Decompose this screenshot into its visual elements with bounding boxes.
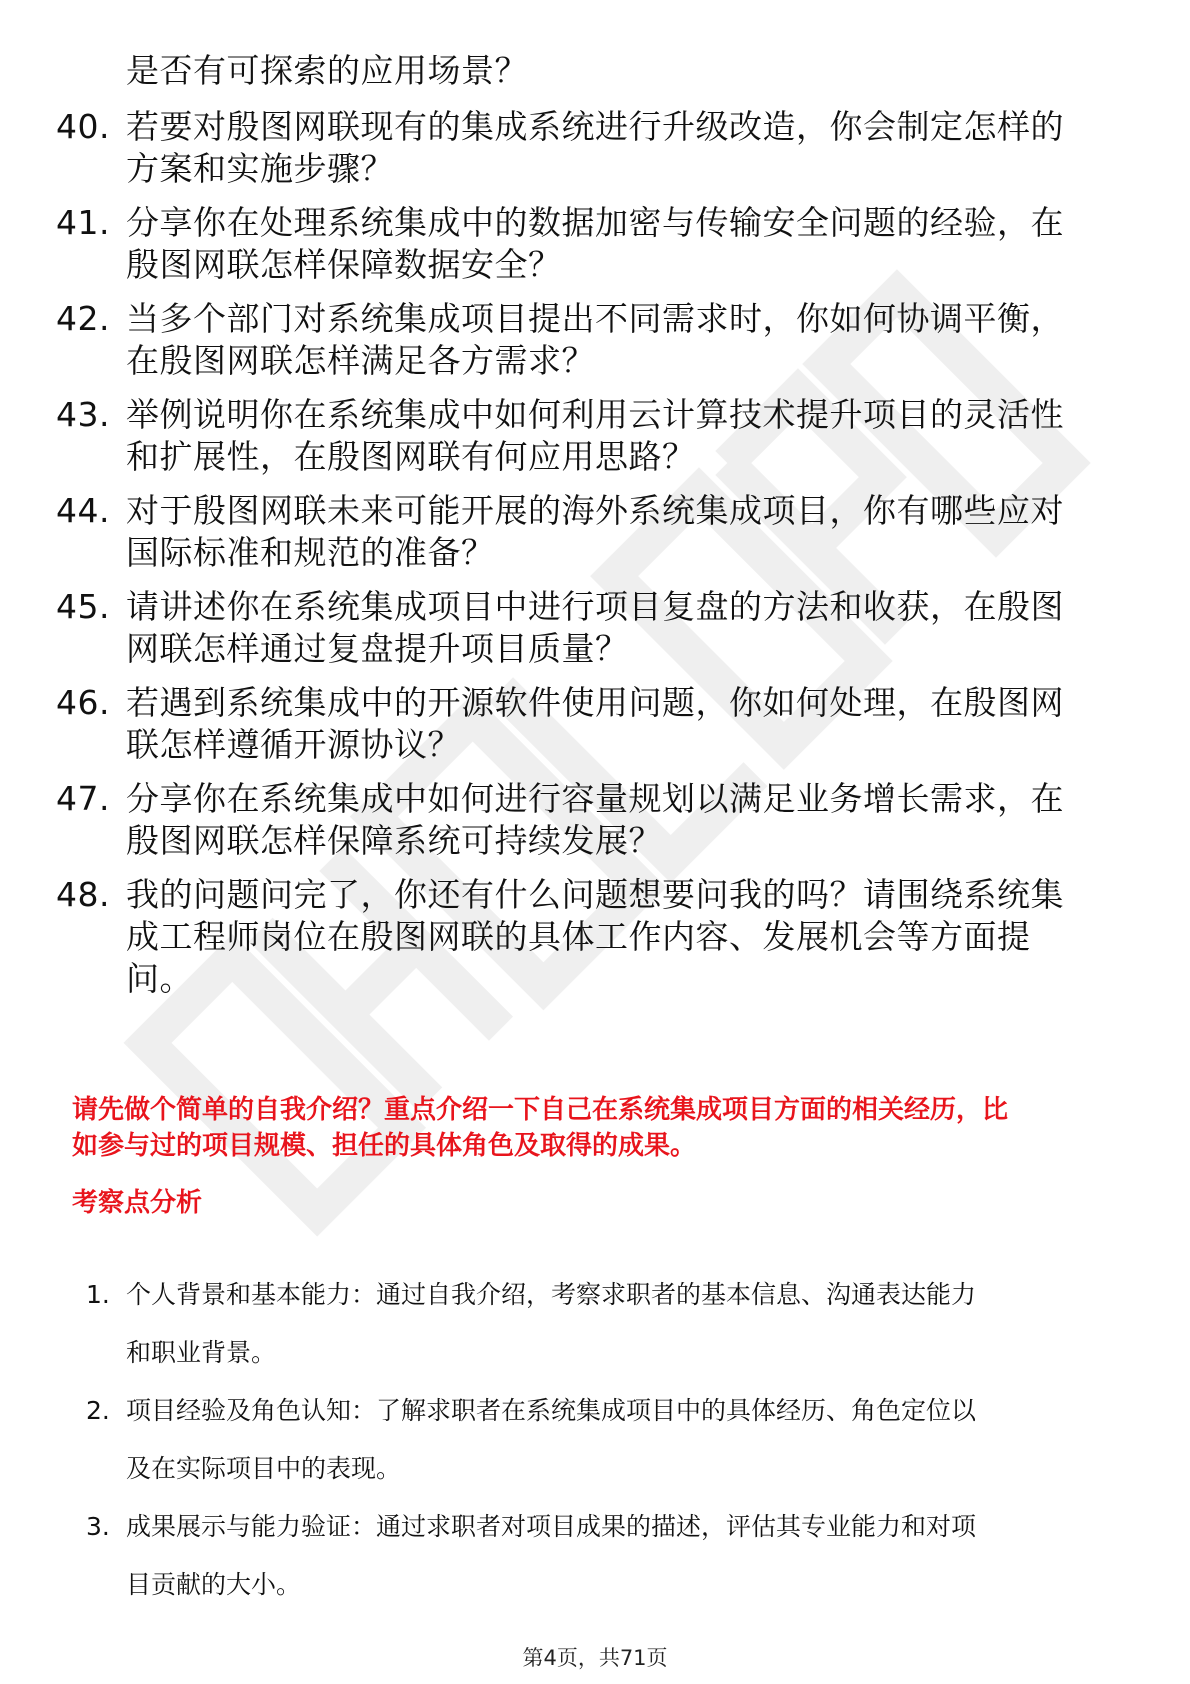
question-item: 45. 请讲述你在系统集成项目中进行项目复盘的方法和收获，在殷图 网联怎样通过复盘提升项目质量？ <box>56 587 1064 668</box>
question-item: 44. 对于殷图网联未来可能开展的海外系统集成项目，你有哪些应对 国际标准和规范的准备？ <box>56 491 1064 572</box>
analysis-title: 考察点分析 <box>72 1188 203 1218</box>
question-item: 46. 若遇到系统集成中的开源软件使用问题，你如何处理，在殷图网 联怎样遵循开源协议？ <box>56 683 1064 764</box>
question-item: 40. 若要对殷图网联现有的集成系统进行升级改造，你会制定怎样的 方案和实施步骤？ <box>56 107 1064 188</box>
question-continuation: 是否有可探索的应用场景？ <box>126 51 528 90</box>
question-item: 47. 分享你在系统集成中如何进行容量规划以满足业务增长需求，在 殷图网联怎样保障系统可持续发展？ <box>56 779 1064 860</box>
question-item: 42. 当多个部门对系统集成项目提出不同需求时，你如何协调平衡， 在殷图网联怎样满足各方需求？ <box>56 299 1064 380</box>
page-footer: 第4页，共71页 <box>522 1646 668 1670</box>
analysis-item: 1. 个人背景和基本能力：通过自我介绍，考察求职者的基本信息、沟通表达能力 和职业背景。 <box>86 1280 977 1367</box>
question-item: 48. 我的问题问完了，你还有什么问题想要问我的吗？请围绕系统集 成工程师岗位在殷图网联的具体工作内容、发展机会等方面提 问。 <box>56 875 1064 998</box>
question-item: 43. 举例说明你在系统集成中如何利用云计算技术提升项目的灵活性 和扩展性，在殷图网联有何应用思路？ <box>56 395 1064 476</box>
analysis-item: 2. 项目经验及角色认知：了解求职者在系统集成项目中的具体经历、角色定位以 及在实际项目中的表现。 <box>86 1396 977 1483</box>
analysis-item: 3. 成果展示与能力验证：通过求职者对项目成果的描述，评估其专业能力和对项 目贡献的大小。 <box>86 1512 977 1599</box>
question-item: 41. 分享你在处理系统集成中的数据加密与传输安全问题的经验，在 殷图网联怎样保障数据安全？ <box>56 203 1064 284</box>
highlight-question: 请先做个简单的自我介绍？重点介绍一下自己在系统集成项目方面的相关经历，比 如参与过的项目规模、担任的具体角色及取得的成果。 <box>72 1095 1009 1161</box>
